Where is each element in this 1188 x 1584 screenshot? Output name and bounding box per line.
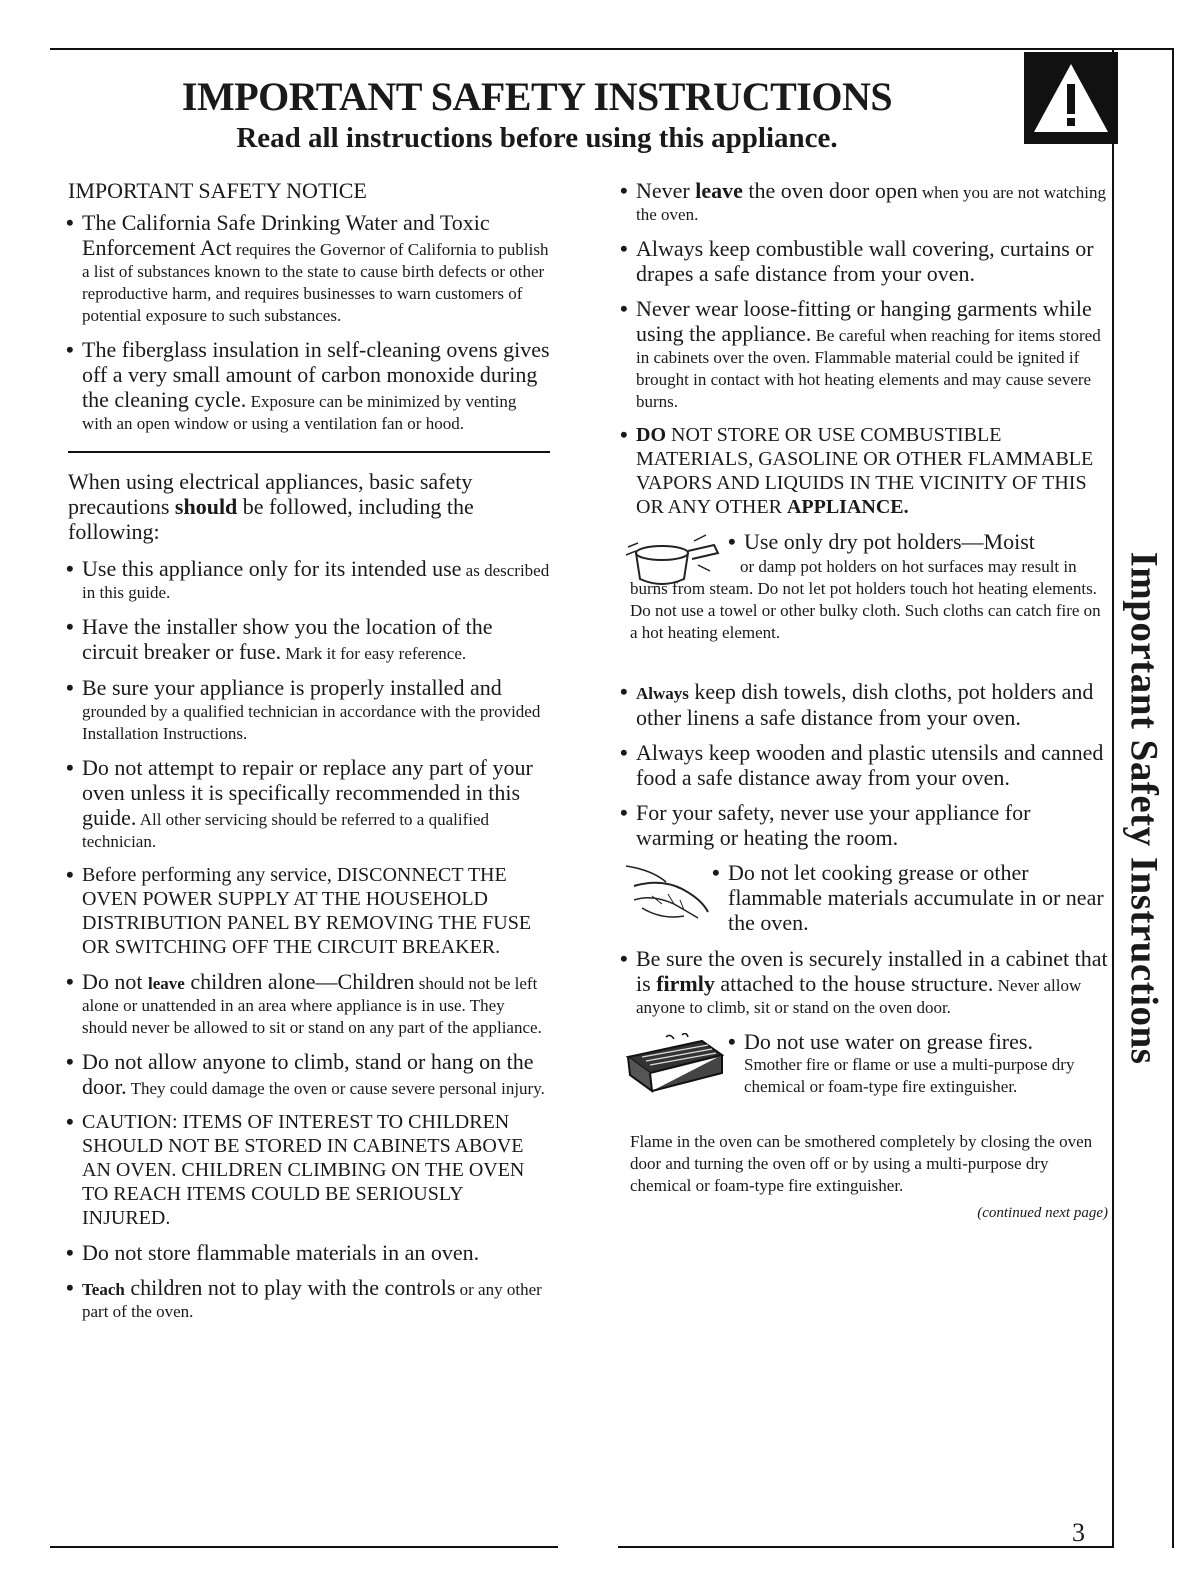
- pot-holder-text: or damp pot holders on hot surfaces may result in burns from steam. Do not let pot holders touch hot heating elements. Do not use a towel or other bulky cloth. Such cloths can catch fire on a hot heating element.: [630, 557, 1101, 642]
- warning-block: [1024, 52, 1118, 144]
- intro-paragraph: When using electrical appliances, basic safety precautions should be followed, including the following:: [68, 469, 474, 544]
- list-item: • Teach children not to play with the controls or any other part of the oven.: [68, 1275, 550, 1323]
- list-item: • Never leave the oven door open when you are not watching the oven.: [622, 178, 1108, 226]
- list-item: • Do not let cooking grease or other flammable materials accumulate in or near the oven.: [714, 860, 1108, 935]
- list-item: • Do not use water on grease fires. Smother fire or flame or use a multi-purpose dry chemical or foam-type fire extinguisher.: [730, 1029, 1108, 1098]
- page-number: 3: [1072, 1518, 1085, 1547]
- list-item: • Do not store flammable materials in an oven.: [68, 1240, 550, 1265]
- list-item: • Always keep combustible wall covering, curtains or drapes a safe distance from your oven.: [622, 236, 1108, 286]
- list-item: • Be sure the oven is securely installed in a cabinet that is firmly attached to the house structure. Never allow anyone to climb, sit or stand on the oven door.: [622, 946, 1108, 1019]
- list-item: • CAUTION: ITEMS OF INTEREST TO CHILDREN SHOULD NOT BE STORED IN CABINETS ABOVE AN OVEN. CHILDREN CLIMBING ON THE OVEN TO REACH ITEMS COULD BE SERIOUSLY INJURED.: [68, 1110, 550, 1230]
- list-item: • Always keep wooden and plastic utensils and canned food a safe distance away from your oven.: [622, 740, 1108, 790]
- list-item: • Use only dry pot holders—Moist: [730, 529, 1108, 554]
- list-item: • For your safety, never use your appliance for warming or heating the room.: [622, 800, 1108, 850]
- left-column: [68, 178, 550, 1333]
- broiler-pan-icon: [622, 1033, 726, 1099]
- grease-hand-icon: [622, 860, 716, 926]
- list-item: • Do not allow anyone to climb, stand or hang on the door. They could damage the oven or cause severe personal injury.: [68, 1049, 550, 1100]
- list-item: • The California Safe Drinking Water and Toxic Enforcement Act requires the Governor of California to publish a list of substances known to the state to cause birth defects or other reproductive harm, and requires businesses to warn customers of potential exposure to such substances.: [68, 210, 550, 327]
- list-item: • Have the installer show you the location of the circuit breaker or fuse. Mark it for easy reference.: [68, 614, 550, 665]
- list-item: • Do not attempt to repair or replace any part of your oven unless it is specifically recommended in this guide. All other servicing should be referred to a qualified technician.: [68, 755, 550, 853]
- flame-paragraph: Flame in the oven can be smothered completely by closing the oven door and turning the oven off or by using a multi-purpose dry chemical or foam-type fire extinguisher.: [630, 1132, 1093, 1195]
- list-item: • Never wear loose-fitting or hanging garments while using the appliance. Be careful when reaching for items stored in cabinets over the oven. Flammable material could be ignited if brought in contact with hot heating elements and may cause severe burns.: [622, 296, 1108, 413]
- side-tab-label: Important Safety Instructions: [1122, 551, 1166, 1065]
- notice-heading: IMPORTANT SAFETY NOTICE: [68, 178, 367, 203]
- side-tab: [1114, 551, 1174, 1065]
- list-item: • Use this appliance only for its intended use as described in this guide.: [68, 556, 550, 604]
- list-item: • Be sure your appliance is properly installed and grounded by a qualified technician in accordance with the provided Installation Instructions.: [68, 675, 550, 745]
- list-item: • Before performing any service, DISCONNECT THE OVEN POWER SUPPLY AT THE HOUSEHOLD DISTRIBUTION PANEL BY REMOVING THE FUSE OR SWITCHING OFF THE CIRCUIT BREAKER.: [68, 863, 550, 959]
- bottom-rule-left: [50, 1546, 558, 1548]
- list-item: • Do not leave children alone—Children should not be left alone or unattended in an area where appliance is in use. They should never be allowed to sit or stand on any part of the appliance.: [68, 969, 550, 1039]
- warning-triangle-icon: [1024, 52, 1118, 144]
- top-rule: [50, 48, 1174, 50]
- list-item: • Always keep dish towels, dish cloths, pot holders and other linens a safe distance from your oven.: [622, 679, 1108, 730]
- list-item: • The fiberglass insulation in self-cleaning ovens gives off a very small amount of carbon monoxide during the cleaning cycle. Exposure can be minimized by venting with an open window or using a ventilation fan or hood.: [68, 337, 550, 435]
- bottom-rule-right: [618, 1546, 1114, 1548]
- pot-holder-icon: [622, 531, 722, 593]
- page-title: IMPORTANT SAFETY INSTRUCTIONS: [181, 74, 893, 119]
- page-subtitle: Read all instructions before using this appliance.: [236, 122, 838, 154]
- pot-holder-section: [622, 529, 1108, 679]
- section-divider: [68, 451, 550, 453]
- grease-section: [622, 860, 1108, 936]
- right-column: [622, 178, 1108, 1222]
- continued-note: (continued next page): [977, 1205, 1108, 1221]
- grease-fire-section: [622, 1029, 1108, 1125]
- list-item: • DO NOT STORE OR USE COMBUSTIBLE MATERIALS, GASOLINE OR OTHER FLAMMABLE VAPORS AND LIQUIDS IN THE VICINITY OF THIS OR ANY OTHER APPLIANCE.: [622, 423, 1108, 519]
